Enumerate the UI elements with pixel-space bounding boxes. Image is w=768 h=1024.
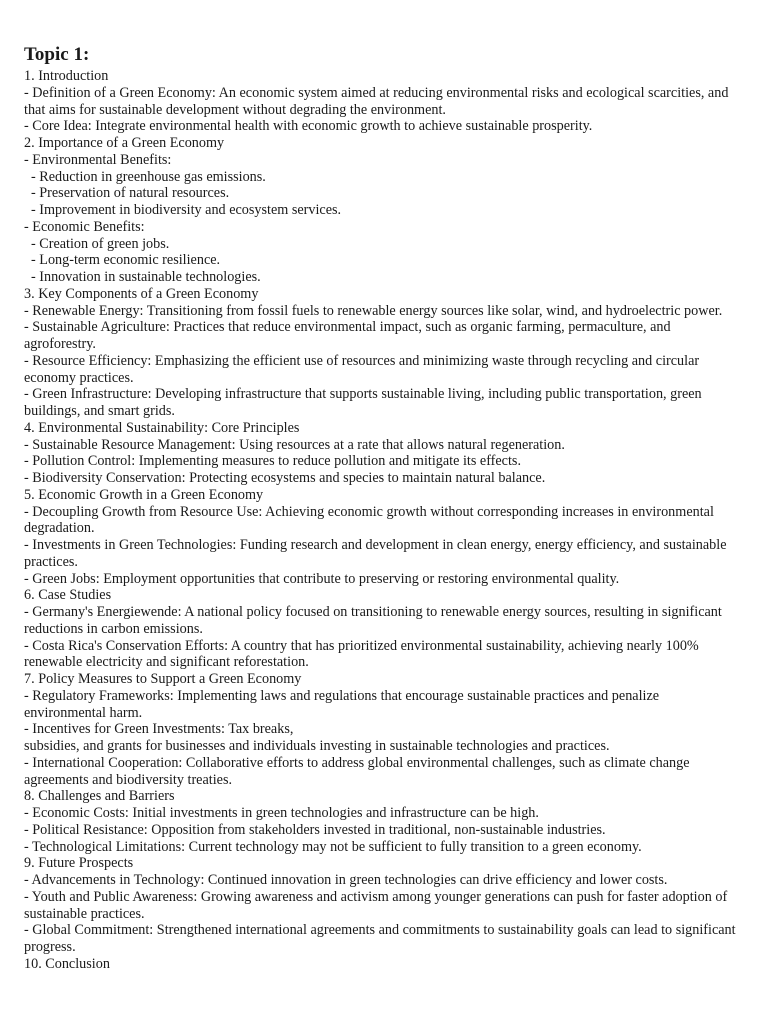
sub-bullet-line: - Long-term economic resilience. <box>31 252 221 269</box>
document-line: - Sustainable Agriculture: Practices that reduce environmental impact, such as organic farming, permaculture, and agroforestry. <box>24 319 671 352</box>
document-line: 9. Future Prospects <box>24 855 134 872</box>
document-line: - Environmental Benefits: <box>24 151 172 168</box>
sub-bullet-line: - Reduction in greenhouse gas emissions. <box>31 168 266 185</box>
document-line: - Biodiversity Conservation: Protecting ecosystems and species to maintain natural balance. <box>24 470 546 486</box>
document-line: - Economic Benefits: <box>24 218 145 235</box>
document-line: 7. Policy Measures to Support a Green Economy <box>24 671 302 687</box>
document-body <box>24 68 744 973</box>
document-line: - Economic Costs: Initial investments in green technologies and infrastructure can be high. <box>24 805 539 821</box>
document-line: 6. Case Studies <box>24 587 112 604</box>
document-line: - Definition of a Green Economy: An economic system aimed at reducing environmental risks and ecological scarcities, and that aims for sustainable development without degrading the environment. <box>24 84 729 118</box>
document-line: - Regulatory Frameworks: Implementing laws and regulations that encourage sustainable practices and penalize environmental harm. <box>24 687 660 721</box>
document-line: 4. Environmental Sustainability: Core Principles <box>24 419 300 436</box>
sub-bullet-line: - Innovation in sustainable technologies. <box>31 269 261 285</box>
sub-bullet-line: - Improvement in biodiversity and ecosystem services. <box>31 202 342 218</box>
document-line: - Green Jobs: Employment opportunities that contribute to preserving or restoring environmental quality. <box>24 570 620 587</box>
document-line: - Incentives for Green Investments: Tax breaks, <box>24 721 294 738</box>
document-line: - Germany's Energiewende: A national policy focused on transitioning to renewable energy sources, resulting in significant reductions in carbon emissions. <box>24 604 722 637</box>
document-line: 8. Challenges and Barriers <box>24 788 175 805</box>
sub-bullet-line: - Creation of green jobs. <box>31 235 170 252</box>
document-page <box>24 44 744 973</box>
document-line: - Resource Efficiency: Emphasizing the efficient use of resources and minimizing waste through recycling and circular economy practices. <box>24 352 700 386</box>
document-line: - Political Resistance: Opposition from stakeholders invested in traditional, non-sustainable industries. <box>24 821 606 838</box>
document-line: - Advancements in Technology: Continued innovation in green technologies can drive efficiency and lower costs. <box>24 872 668 888</box>
document-line: subsidies, and grants for businesses and individuals investing in sustainable technologies and practices. <box>24 738 610 754</box>
document-line: - Core Idea: Integrate environmental health with economic growth to achieve sustainable prosperity. <box>24 118 593 135</box>
document-line: - Investments in Green Technologies: Funding research and development in clean energy, energy efficiency, and sustainable practices. <box>24 537 727 570</box>
document-line: - Renewable Energy: Transitioning from fossil fuels to renewable energy sources like solar, wind, and hydroelectric power. <box>24 302 723 319</box>
document-line: - Costa Rica's Conservation Efforts: A country that has prioritized environmental sustainability, achieving nearly 100% renewable electricity and significant reforestation. <box>24 637 699 671</box>
document-line: 1. Introduction <box>24 68 109 84</box>
document-line: - Decoupling Growth from Resource Use: Achieving economic growth without corresponding increases in environmental degradation. <box>24 503 714 537</box>
document-line: - Youth and Public Awareness: Growing awareness and activism among younger generations can push for faster adoption of sustainable practices. <box>24 888 728 922</box>
document-line: - Technological Limitations: Current technology may not be sufficient to fully transition to a green economy. <box>24 838 642 855</box>
document-line: 3. Key Components of a Green Economy <box>24 285 259 302</box>
document-line: - International Cooperation: Collaborative efforts to address global environmental challenges, such as climate change agreements and biodiversity treaties. <box>24 754 690 788</box>
page-title: Topic 1: <box>24 44 90 65</box>
sub-bullet-line: - Preservation of natural resources. <box>31 185 230 202</box>
document-line: 10. Conclusion <box>24 955 110 972</box>
document-line: - Pollution Control: Implementing measures to reduce pollution and mitigate its effects. <box>24 453 521 470</box>
document-line: 2. Importance of a Green Economy <box>24 135 225 151</box>
document-line: - Green Infrastructure: Developing infrastructure that supports sustainable living, including public transportation, green buildings, and smart grids. <box>24 386 702 419</box>
document-line: 5. Economic Growth in a Green Economy <box>24 486 264 503</box>
document-line: - Sustainable Resource Management: Using resources at a rate that allows natural regeneration. <box>24 436 565 453</box>
document-line: - Global Commitment: Strengthened international agreements and commitments to sustainability goals can lead to significant progress. <box>24 922 736 955</box>
